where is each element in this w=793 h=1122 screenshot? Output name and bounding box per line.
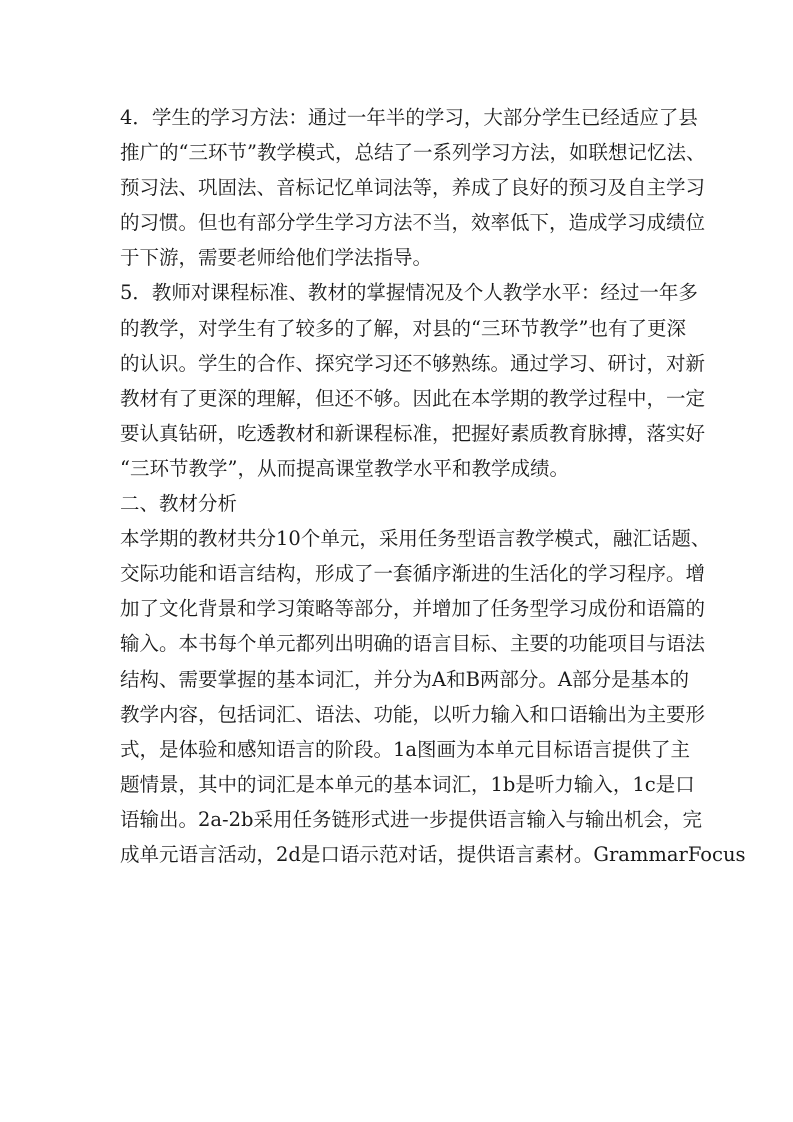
- heading-textbook-analysis: 二、教材分析: [120, 492, 238, 516]
- text-line: 式，是体验和感知语言的阶段。1a图画为本单元目标语言提供了主: [120, 737, 691, 761]
- text-line: 的习惯。但也有部分学生学习方法不当，效率低下，造成学习成绩位: [120, 211, 706, 235]
- text-line: 的教学，对学生有了较多的了解，对县的“三环节教学”也有了更深: [120, 316, 686, 340]
- text-line: 要认真钻研，吃透教材和新课程标准，把握好素质教育脉搏，落实好: [120, 421, 706, 445]
- text-line: 4．学生的学习方法：通过一年半的学习，大部分学生已经适应了县: [120, 106, 698, 129]
- text-line: 本学期的教材共分10个单元，采用任务型语言教学模式，融汇话题、: [120, 527, 711, 551]
- text-line: 推广的“三环节”教学模式，总结了一系列学习方法，如联想记忆法、: [120, 141, 706, 165]
- text-line: 预习法、巩固法、音标记忆单词法等，养成了良好的预习及自主学习: [120, 176, 706, 200]
- text-line: 的认识。学生的合作、探究学习还不够熟练。通过学习、研讨，对新: [120, 351, 706, 375]
- text-line: 输入。本书每个单元都列出明确的语言目标、主要的功能项目与语法: [120, 632, 706, 656]
- text-line: 于下游，需要老师给他们学法指导。: [120, 246, 433, 270]
- document-page: [120, 105, 746, 877]
- text-line: 语输出。2a-2b采用任务链形式进一步提供语言输入与输出机会，完: [120, 807, 703, 831]
- text-line: 5．教师对课程标准、教材的掌握情况及个人教学水平：经过一年多: [120, 281, 698, 305]
- section-heading: [120, 491, 675, 526]
- text-line: 加了文化背景和学习策略等部分，并增加了任务型学习成份和语篇的: [120, 597, 706, 621]
- text-line: 教学内容，包括词汇、语法、功能，以听力输入和口语输出为主要形: [120, 702, 706, 726]
- text-line: 教材有了更深的理解，但还不够。因此在本学期的教学过程中，一定: [120, 386, 706, 410]
- text-line: “三环节教学”，从而提高课堂教学水平和教学成绩。: [120, 456, 569, 480]
- paragraph-student-learning-methods: [120, 105, 706, 280]
- text-line: 题情景，其中的词汇是本单元的基本词汇，1b是听力输入，1c是口: [120, 772, 695, 796]
- text-line: 交际功能和语言结构，形成了一套循序渐进的生活化的学习程序。增: [120, 562, 706, 586]
- paragraph-textbook-analysis: [120, 526, 746, 877]
- text-line: 成单元语言活动，2d是口语示范对话，提供语言素材。GrammarFocus: [120, 842, 746, 866]
- text-line: 结构、需要掌握的基本词汇，并分为A和B两部分。A部分是基本的: [120, 667, 689, 691]
- paragraph-teacher-level: [120, 280, 706, 491]
